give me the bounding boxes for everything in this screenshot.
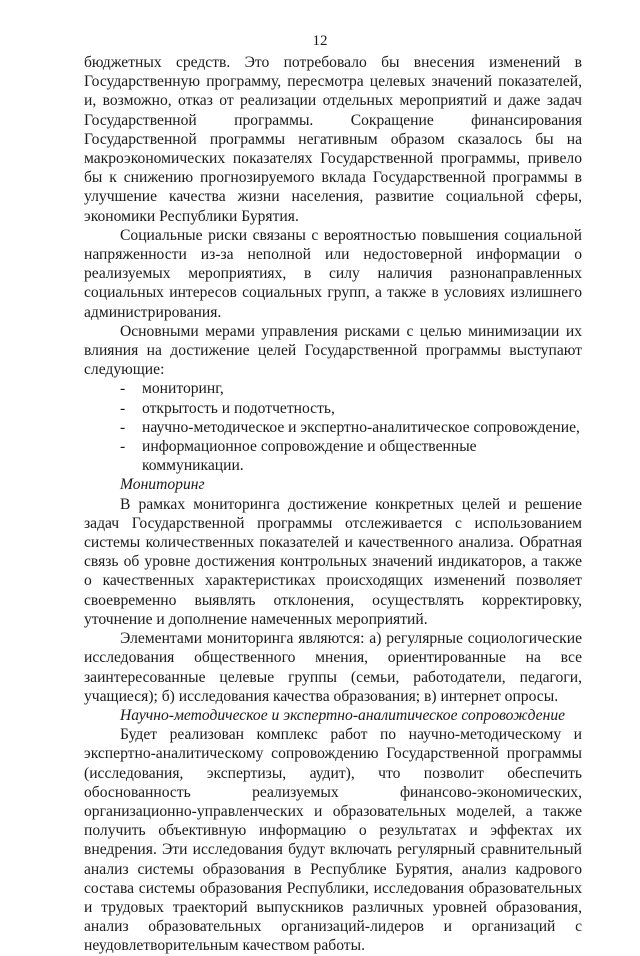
paragraph-budget-risk: бюджетных средств. Это потребовало бы внесения изменений в Государственную программу, пересмотра целевых значений показателей, и, возможно, отказ от реализации отдельных мероприятий и даже задач Государственной программы. Сокращение финансирования Государственной программы негативным образом сказалось бы на макроэкономических показателях Государственной программы, привело бы к снижению прогнозируемого вклада Государственной программы в улучшение качества жизни населения, развитие социальной сферы, экономики Республики Бурятия.	[84, 54, 582, 225]
risk-measures-list	[84, 379, 582, 475]
list-item: - научно-методическое и экспертно-аналитическое сопровождение,	[120, 418, 582, 437]
paragraph-monitoring-elements: Элементами мониторинга являются: а) регулярные социологические исследования общественного мнения, ориентированные на все заинтересованные целевые группы (семьи, работодатели, педагоги, учащиеся); б) исследования качества образования; в) интернет опросы.	[84, 630, 582, 705]
paragraph-risk-measures: Основными мерами управления рисками с целью минимизации их влияния на достижение целей Государственной программы выступают следующие:	[84, 322, 582, 379]
list-item: - открытость и подотчетность,	[120, 399, 582, 418]
page-number: 12	[312, 33, 328, 49]
list-item: - мониторинг,	[120, 379, 582, 398]
paragraph-monitoring: В рамках мониторинга достижение конкретных целей и решение задач Государственной программы отслеживается с использованием системы количественных показателей и качественного анализа. Обратная связь об уровне достижения контрольных значений индикаторов, а также о качественных характеристиках происходящих изменений позволяет своевременно выявлять отклонения, осуществлять корректировку, уточнение и дополнение намеченных мероприятий.	[84, 495, 582, 628]
list-item: - информационное сопровождение и общественные коммуникации.	[120, 437, 582, 475]
paragraph-scientific-support: Будет реализован комплекс работ по научно-методическому и экспертно-аналитическому сопровождению Государственной программы (исследования, экспертизы, аудит), что позволит обеспечить обоснованность реализуемых финансово-экономических, организационно-управленческих и образовательных моделей, а также получить объективную информацию о результатах и эффектах их внедрения. Эти исследования будут включать регулярный сравнительный анализ системы образования в Республике Бурятия, анализ кадрового состава системы образования Республики, исследования образовательных и трудовых траекторий выпускников различных уровней образования, анализ образовательных организаций-лидеров и организаций с неудовлетворительным качеством работы.	[84, 726, 582, 955]
section-heading-scientific-support: Научно-методическое и экспертно-аналитическое сопровождение	[120, 706, 566, 724]
paragraph-social-risks: Социальные риски связаны с вероятностью повышения социальной напряженности из-за неполной или недостоверной информации о реализуемых мероприятиях, в силу наличия разнонаправленных социальных интересов социальных групп, а также в условиях излишнего администрирования.	[84, 226, 582, 321]
document-body	[84, 53, 582, 956]
section-heading-monitoring: Мониторинг	[120, 476, 205, 494]
